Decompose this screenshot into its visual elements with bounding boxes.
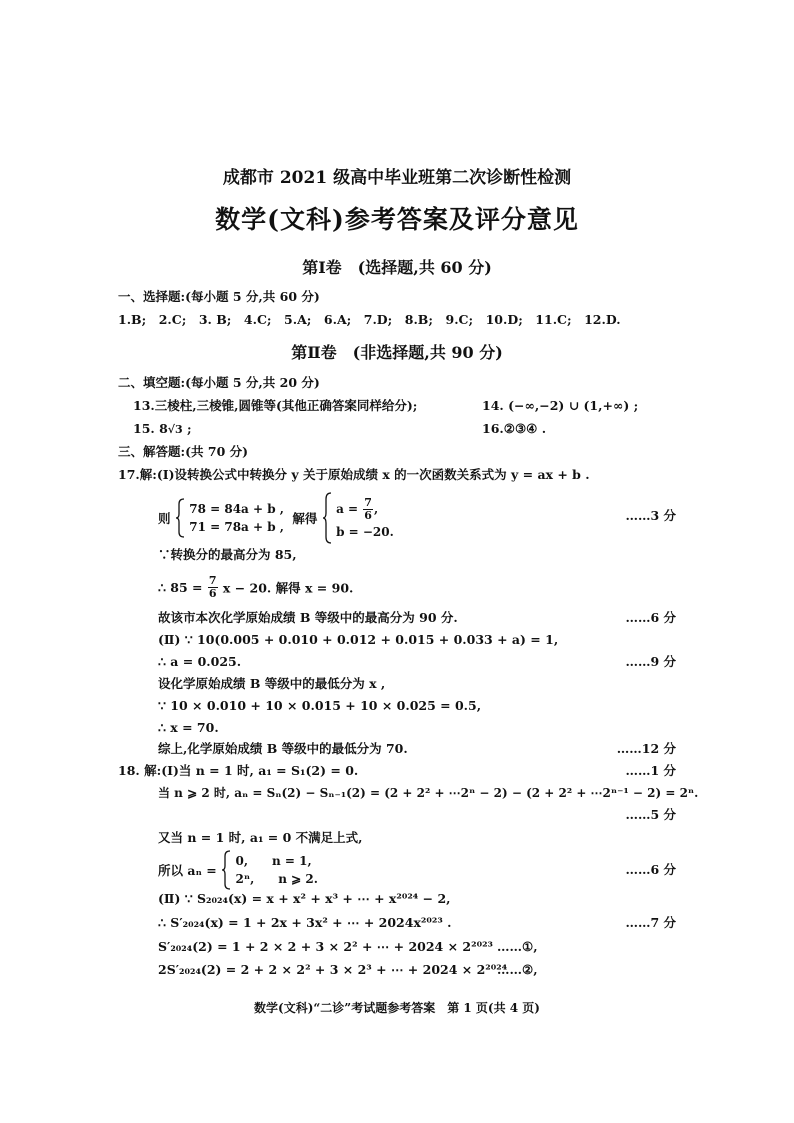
q18-case-2: 2ⁿ, n ⩾ 2. — [235, 872, 318, 886]
q18-line-8: 2S′₂₀₂₄(2) = 2 + 2 × 2² + 3 × 2³ + ⋯ + 2024 × 2²⁰²⁴ — [158, 962, 508, 977]
fraction-numerator: 7 — [208, 574, 217, 587]
part1-heading: 第Ⅰ卷 (选择题,共 60 分) — [302, 258, 492, 277]
answer-15 — [133, 421, 192, 438]
q17-line-6: (Ⅱ) ∵ 10(0.005 + 0.010 + 0.012 + 0.015 + 0.033 + a) = 1, — [158, 632, 559, 647]
section-fill: 二、填空题:(每小题 5 分,共 20 分) — [118, 375, 320, 390]
answer-16: 16.②③④ . — [482, 421, 547, 436]
q17-line-11: 综上,化学原始成绩 B 等级中的最低分为 70. — [158, 741, 408, 756]
q17-line-10: ∴ x = 70. — [158, 720, 219, 735]
score-marker: ……12 分 — [616, 741, 676, 756]
q18-line-7: S′₂₀₂₄(2) = 1 + 2 × 2 + 3 × 2² + ⋯ + 2024 × 2²⁰²³ — [158, 939, 494, 954]
choice-answers: 1.B; 2.C; 3. B; 4.C; 5.A; 6.A; 7.D; 8.B; 9.C; 10.D; 11.C; 12.D. — [118, 312, 621, 327]
q18-line-8-mark: ……②, — [497, 962, 538, 977]
q17-line-3: ∵转换分的最高分为 85, — [158, 547, 297, 562]
q17-sol-a-suffix: , — [373, 501, 379, 516]
q17-solve: 解得 — [292, 511, 318, 526]
answer-15-suffix: ; — [182, 421, 192, 436]
q17-line-7: ∴ a = 0.025. — [158, 654, 242, 669]
q17-system — [158, 492, 394, 544]
page-footer: 数学(文科)“二诊”考试题参考答案 第 1 页(共 4 页) — [254, 1001, 540, 1015]
q18-piecewise — [158, 850, 318, 890]
q17-line-4-prefix: ∴ 85 = — [158, 580, 203, 595]
q18-line-7-mark: ……①, — [497, 939, 538, 954]
q17-line-1: 17.解:(Ⅰ)设转换公式中转换分 y 关于原始成绩 x 的一次函数关系式为 y = ax + b . — [118, 467, 590, 482]
score-marker: ……3 分 — [625, 508, 676, 523]
q17-eq-a: 78 = 84a + b , — [189, 502, 284, 516]
answer-15-radical: √3 — [167, 423, 183, 436]
q18-line-5: (Ⅱ) ∵ S₂₀₂₄(x) = x + x² + x³ + ⋯ + x²⁰²⁴ − 2, — [158, 891, 451, 906]
left-brace-icon — [175, 498, 185, 538]
q18-line-1: 18. 解:(Ⅰ)当 n = 1 时, a₁ = S₁(2) = 0. — [118, 763, 359, 778]
score-marker: ……6 分 — [625, 862, 676, 877]
score-marker: ……9 分 — [625, 654, 676, 669]
q17-sol-a-prefix: a = — [336, 501, 359, 516]
q17-line-5: 故该市本次化学原始成绩 B 等级中的最高分为 90 分. — [158, 610, 458, 625]
section-solutions: 三、解答题:(共 70 分) — [118, 444, 249, 459]
score-marker: ……6 分 — [625, 610, 676, 625]
q17-line-8: 设化学原始成绩 B 等级中的最低分为 x , — [158, 676, 386, 691]
part2-heading: 第Ⅱ卷 (非选择题,共 90 分) — [291, 343, 503, 362]
q17-line-4 — [158, 575, 353, 600]
doc-title: 成都市 2021 级高中毕业班第二次诊断性检测 — [222, 168, 572, 188]
fraction-denominator: 6 — [208, 587, 217, 600]
q18-case-1: 0, n = 1, — [235, 854, 312, 868]
score-marker: ……5 分 — [625, 807, 676, 822]
q17-then: 则 — [158, 511, 171, 526]
q18-piecewise-label: 所以 aₙ = — [158, 863, 217, 878]
answer-13: 13.三棱柱,三棱锥,圆锥等(其他正确答案同样给分); — [133, 398, 418, 413]
left-brace-icon — [221, 850, 231, 890]
q17-line-9: ∵ 10 × 0.010 + 10 × 0.015 + 10 × 0.025 = 0.5, — [158, 698, 482, 713]
q17-eq-b: 71 = 78a + b , — [189, 520, 284, 534]
section-choice: 一、选择题:(每小题 5 分,共 60 分) — [118, 289, 320, 304]
fraction-denominator: 6 — [364, 508, 372, 522]
q18-line-6: ∴ S′₂₀₂₄(x) = 1 + 2x + 3x² + ⋯ + 2024x²⁰²³ . — [158, 915, 452, 930]
doc-subtitle: 数学(文科)参考答案及评分意见 — [215, 205, 579, 234]
fraction-numerator: 7 — [364, 495, 372, 509]
q17-sol-b: b = −20. — [336, 524, 394, 539]
q18-line-3: 又当 n = 1 时, a₁ = 0 不满足上式, — [158, 830, 363, 845]
answer-14: 14. (−∞,−2) ∪ (1,+∞) ; — [482, 398, 639, 413]
left-brace-icon — [322, 492, 332, 544]
answer-15-prefix: 15. 8 — [133, 421, 168, 436]
score-marker: ……7 分 — [625, 915, 676, 930]
q18-line-2: 当 n ⩾ 2 时, aₙ = Sₙ(2) − Sₙ₋₁(2) = (2 + 2² + ⋯2ⁿ − 2) − (2 + 2² + ⋯2ⁿ⁻¹ − 2) = 2ⁿ. — [158, 786, 699, 800]
q17-line-4-suffix: x − 20. 解得 x = 90. — [222, 580, 354, 596]
score-marker: ……1 分 — [625, 763, 676, 778]
